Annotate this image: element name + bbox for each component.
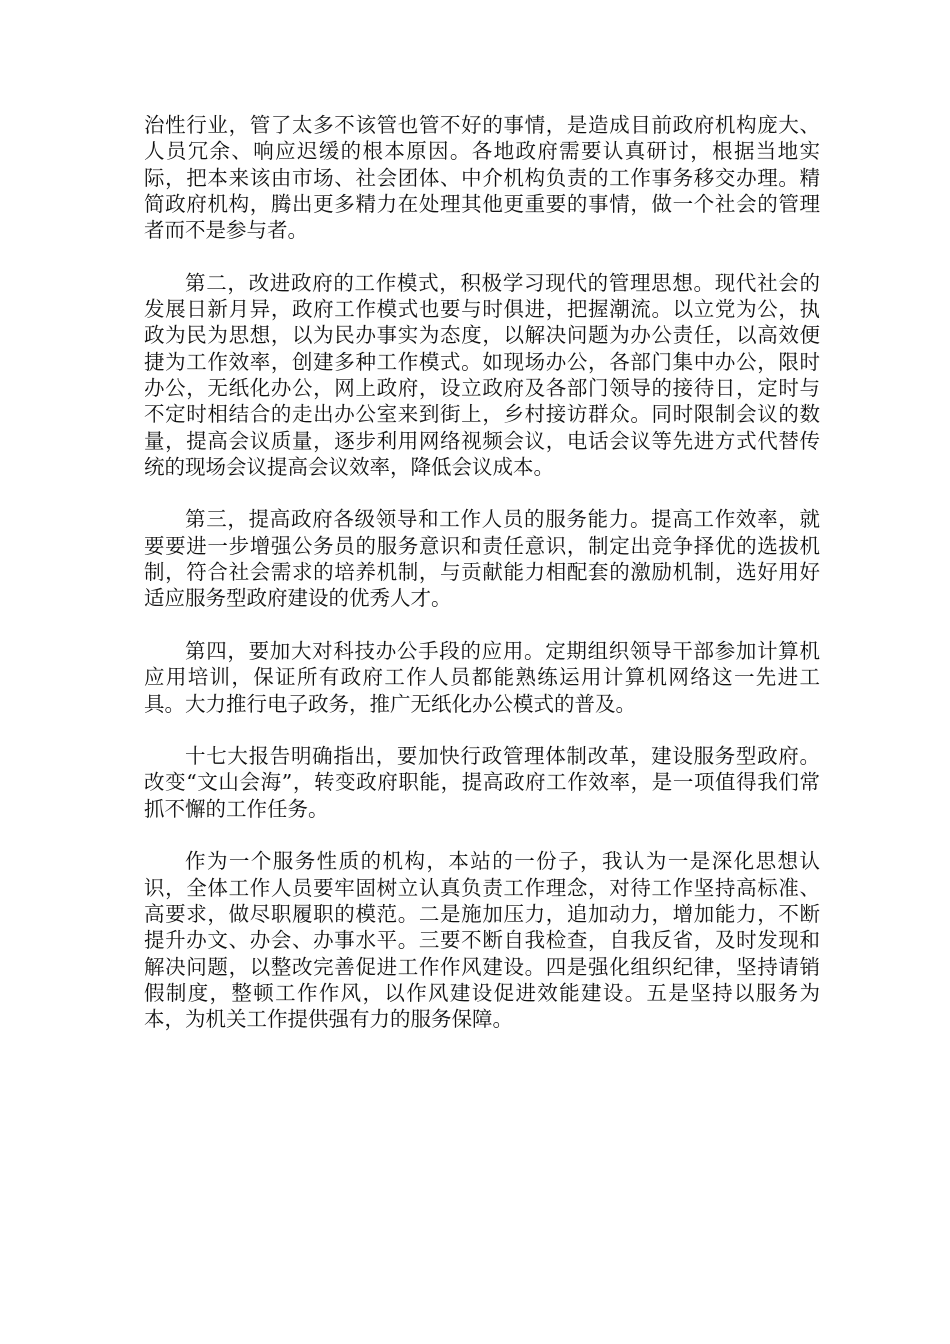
- paragraph-continuation: 治性行业，管了太多不该管也管不好的事情，是造成目前政府机构庞大、人员冗余、响应迟缓的根本原因。各地政府需要认真研讨，根据当地实际，把本来该由市场、社会团体、中介机构负责的工作事务移交办理。精简政府机构，腾出更多精力在处理其他更重要的事情，做一个社会的管理者而不是参与者。: [144, 113, 820, 243]
- document-page: [144, 112, 820, 1059]
- paragraph-seventeenth-congress: 十七大报告明确指出，要加快行政管理体制改革，建设服务型政府。改变“文山会海”，转变政府职能，提高政府工作效率，是一项值得我们常抓不懈的工作任务。: [144, 744, 820, 821]
- paragraph-technology-office: 第四，要加大对科技办公手段的应用。定期组织领导干部参加计算机应用培训，保证所有政府工作人员都能熟练运用计算机网络这一先进工具。大力推行电子政务，推广无纸化办公模式的普及。: [144, 638, 820, 716]
- paragraph-personal-commitment: 作为一个服务性质的机构，本站的一份子，我认为一是深化思想认识，全体工作人员要牢固树立认真负责工作理念，对待工作坚持高标准、高要求，做尽职履职的模范。二是施加压力，追加动力，增加能力，不断提升办文、办会、办事水平。三要不断自我检查，自我反省，及时发现和解决问题，以整改完善促进工作作风建设。四是强化组织纪律，坚持请销假制度，整顿工作作风，以作风建设促进效能建设。五是坚持以服务为本，为机关工作提供强有力的服务保障。: [144, 849, 820, 1032]
- paragraph-service-capability: 第三，提高政府各级领导和工作人员的服务能力。提高工作效率，就要要进一步增强公务员的服务意识和责任意识，制定出竞争择优的选拔机制，符合社会需求的培养机制，与贡献能力相配套的激励机制，选好用好适应服务型政府建设的优秀人才。: [144, 507, 820, 611]
- paragraph-improve-work-mode: 第二，改进政府的工作模式，积极学习现代的管理思想。现代社会的发展日新月异，政府工作模式也要与时俱进，把握潮流。以立党为公，执政为民为思想，以为民办事实为态度，以解决问题为办公责任，以高效便捷为工作效率，创建多种工作模式。如现场办公，各部门集中办公，限时办公，无纸化办公，网上政府，设立政府及各部门领导的接待日，定时与不定时相结合的走出办公室来到街上，乡村接访群众。同时限制会议的数量，提高会议质量，逐步利用网络视频会议，电话会议等先进方式代替传统的现场会议提高会议效率，降低会议成本。: [144, 270, 820, 479]
